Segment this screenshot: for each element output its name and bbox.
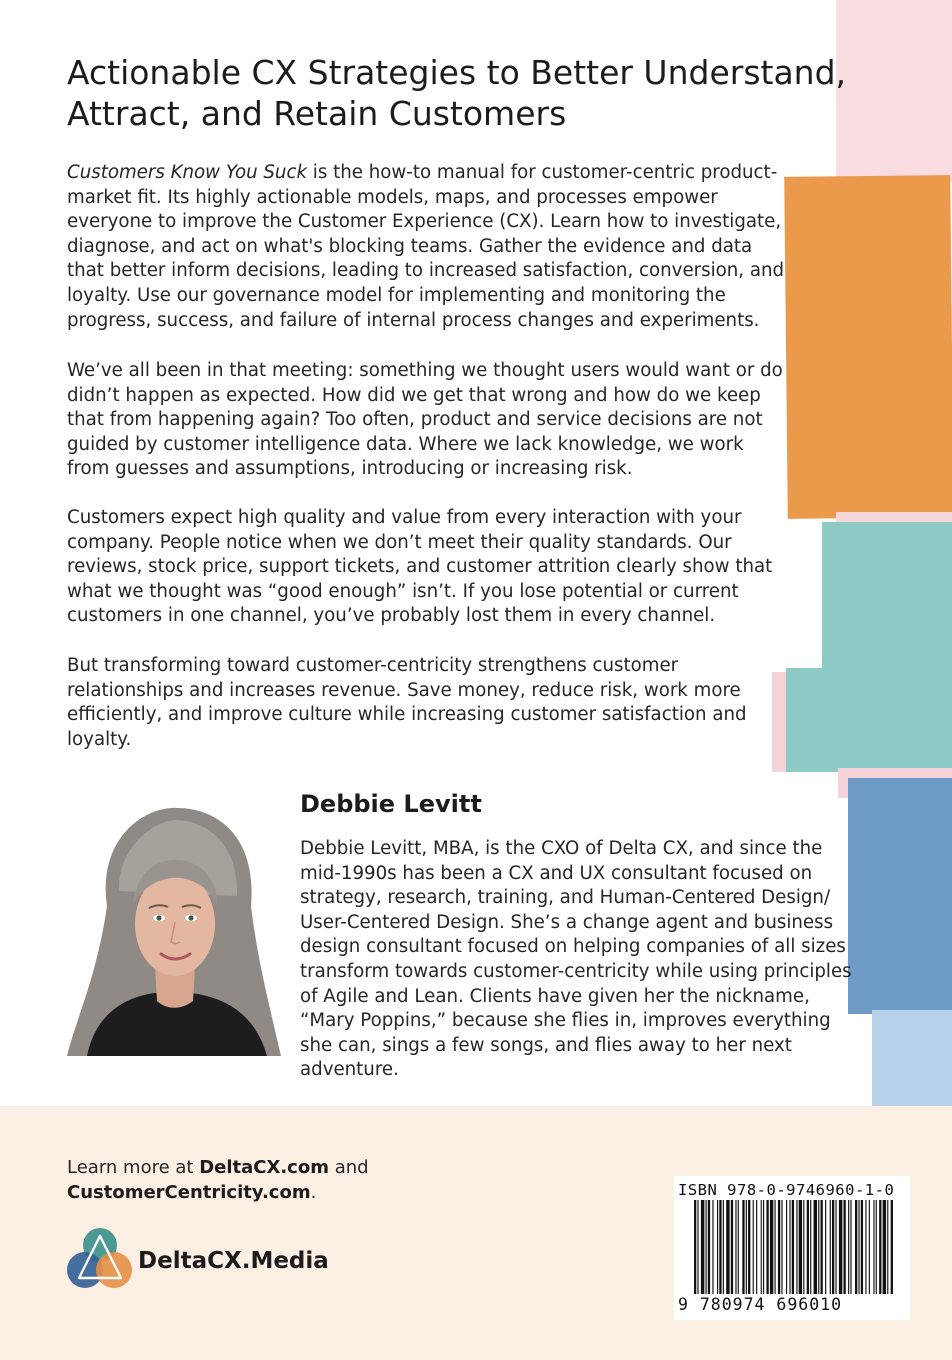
barcode-bar (697, 1200, 698, 1294)
barcode-bar (887, 1200, 888, 1294)
light-blue-swatch (872, 1010, 952, 1108)
paragraph-transformation: But transforming toward customer-centricity strengthens customer relationships and increases revenue. Save money, reduce risk, work more efficiently, and improve culture while increasing customer satisfaction and loyalty. (67, 655, 747, 750)
headline-line-2: Attract, and Retain Customers (67, 94, 567, 133)
barcode-bar (814, 1200, 817, 1294)
barcode-bar (830, 1200, 831, 1294)
blue-swatch (848, 778, 952, 1014)
barcode-bar (775, 1200, 776, 1294)
orange-swatch (784, 175, 952, 519)
barcode-bar (761, 1200, 762, 1294)
customercentricity-link[interactable]: CustomerCentricity.com (67, 1182, 311, 1203)
barcode-bar (876, 1200, 877, 1294)
barcode-bar (844, 1200, 846, 1294)
teal-swatch-upper (822, 522, 952, 672)
barcode-bar (879, 1200, 881, 1294)
paragraph-quality: Customers expect high quality and value from every interaction with your company. People notice when we don’t meet their quality standards. Our reviews, stock price, support tickets, and customer attrition clearly show that what we thought was “good enough” isn’t. If you lose potential or current customers in one channel, you’ve probably lost them in every channel. (67, 507, 773, 627)
barcode-bar (748, 1200, 750, 1294)
barcode-bar (796, 1200, 797, 1294)
barcode-bars (694, 1200, 894, 1294)
deltacx-link[interactable]: DeltaCX.com (199, 1157, 329, 1178)
barcode-bar (825, 1200, 826, 1294)
learn-more-text (67, 1155, 467, 1205)
back-cover-headline (67, 52, 847, 134)
barcode-bar (835, 1200, 836, 1294)
barcode-bar (770, 1200, 773, 1294)
barcode-bar (810, 1200, 811, 1294)
barcode-bar (818, 1200, 819, 1294)
barcode-bar (832, 1200, 834, 1294)
author-portrait (67, 796, 281, 1056)
barcode-bar (873, 1200, 874, 1294)
author-portrait-illustration (67, 796, 281, 1056)
publisher-name: DeltaCX.Media (138, 1248, 329, 1274)
isbn-barcode (674, 1176, 910, 1320)
barcode-bar (726, 1200, 729, 1294)
barcode-bar (891, 1200, 893, 1294)
barcode-bar (708, 1200, 710, 1294)
learn-more-period: . (310, 1182, 317, 1203)
deltacx-logo-icon (66, 1226, 134, 1292)
paragraph-intro-text: is the how-to manual for customer-centric product-market fit. Its highly actionable models, maps, and processes empower everyone to improve the Customer Experience (CX). Learn how to investigate, diagnose, and act on what's blocking teams. Gather the evidence and data that better inform decisions, leading to increased satisfaction, conversion, and loyalty. Use our governance model for implementing and monitoring the progress, success, and failure of internal process changes and experiments. (67, 162, 785, 331)
barcode-bar (858, 1200, 859, 1294)
headline-line-1: Actionable CX Strategies to Better Understand, (67, 53, 847, 92)
pink-swatch-top (836, 0, 952, 182)
barcode-bar (778, 1200, 780, 1294)
barcode-bar (717, 1200, 718, 1294)
barcode-bar (763, 1200, 764, 1294)
barcode-bar (855, 1200, 857, 1294)
barcode-bar (789, 1200, 790, 1294)
barcode-bar (883, 1200, 886, 1294)
author-name: Debbie Levitt (300, 790, 482, 818)
barcode-bar (781, 1200, 782, 1294)
barcode-bar (799, 1200, 802, 1294)
barcode-bar (848, 1200, 849, 1294)
barcode-bar (723, 1200, 724, 1294)
isbn-label: ISBN 978-0-9746960-1-0 (678, 1181, 895, 1199)
teal-swatch-lower (786, 668, 952, 772)
paragraph-meeting: We’ve all been in that meeting: something we thought users would want or do didn’t happen as expected. How did we get that wrong and how do we keep that from happening again? Too often, product and service decisions are not guided by customer intelligence data. Where we lack knowledge, we work from guesses and assumptions, introducing or increasing risk. (67, 360, 783, 480)
barcode-bar (735, 1200, 736, 1294)
barcode-bar (712, 1200, 713, 1294)
barcode-bar (746, 1200, 747, 1294)
barcode-bar (719, 1200, 721, 1294)
barcode-bar (850, 1200, 851, 1294)
author-bio: Debbie Levitt, MBA, is the CXO of Delta CX, and since the mid-1990s has been a CX and UX consultant focused on strategy, research, training, and Human-Centered Design/ User-Centered Design. She’s a change agent and business design consultant focused on helping companies of all sizes transform towards customer-centricity while using principles of Agile and Lean. Clients have given her the nickname, “Mary Poppins,” because she flies in, improves everything she can, sings a few songs, and flies away to her next adventure. (300, 838, 852, 1081)
barcode-bar (742, 1200, 744, 1294)
book-title-italic: Customers Know You Suck (67, 162, 307, 183)
barcode-bar (821, 1200, 823, 1294)
barcode-bar (792, 1200, 794, 1294)
barcode-bar (766, 1200, 768, 1294)
barcode-bar (786, 1200, 787, 1294)
barcode-bar (839, 1200, 842, 1294)
learn-more-and: and (328, 1157, 369, 1178)
barcode-bar (753, 1200, 754, 1294)
barcode-bar (869, 1200, 870, 1294)
barcode-bar (861, 1200, 863, 1294)
paragraph-intro (67, 161, 791, 333)
barcode-bar (738, 1200, 739, 1294)
barcode-digits: 9 780974 696010 (678, 1295, 843, 1314)
barcode-bar (731, 1200, 733, 1294)
barcode-bar (706, 1200, 707, 1294)
barcode-bar (865, 1200, 866, 1294)
barcode-bar (701, 1200, 704, 1294)
barcode-bar (756, 1200, 757, 1294)
publisher-block (66, 1226, 329, 1292)
barcode-bar (807, 1200, 809, 1294)
barcode-bar (803, 1200, 804, 1294)
learn-more-prefix: Learn more at (67, 1157, 200, 1178)
barcode-bar (694, 1200, 696, 1294)
